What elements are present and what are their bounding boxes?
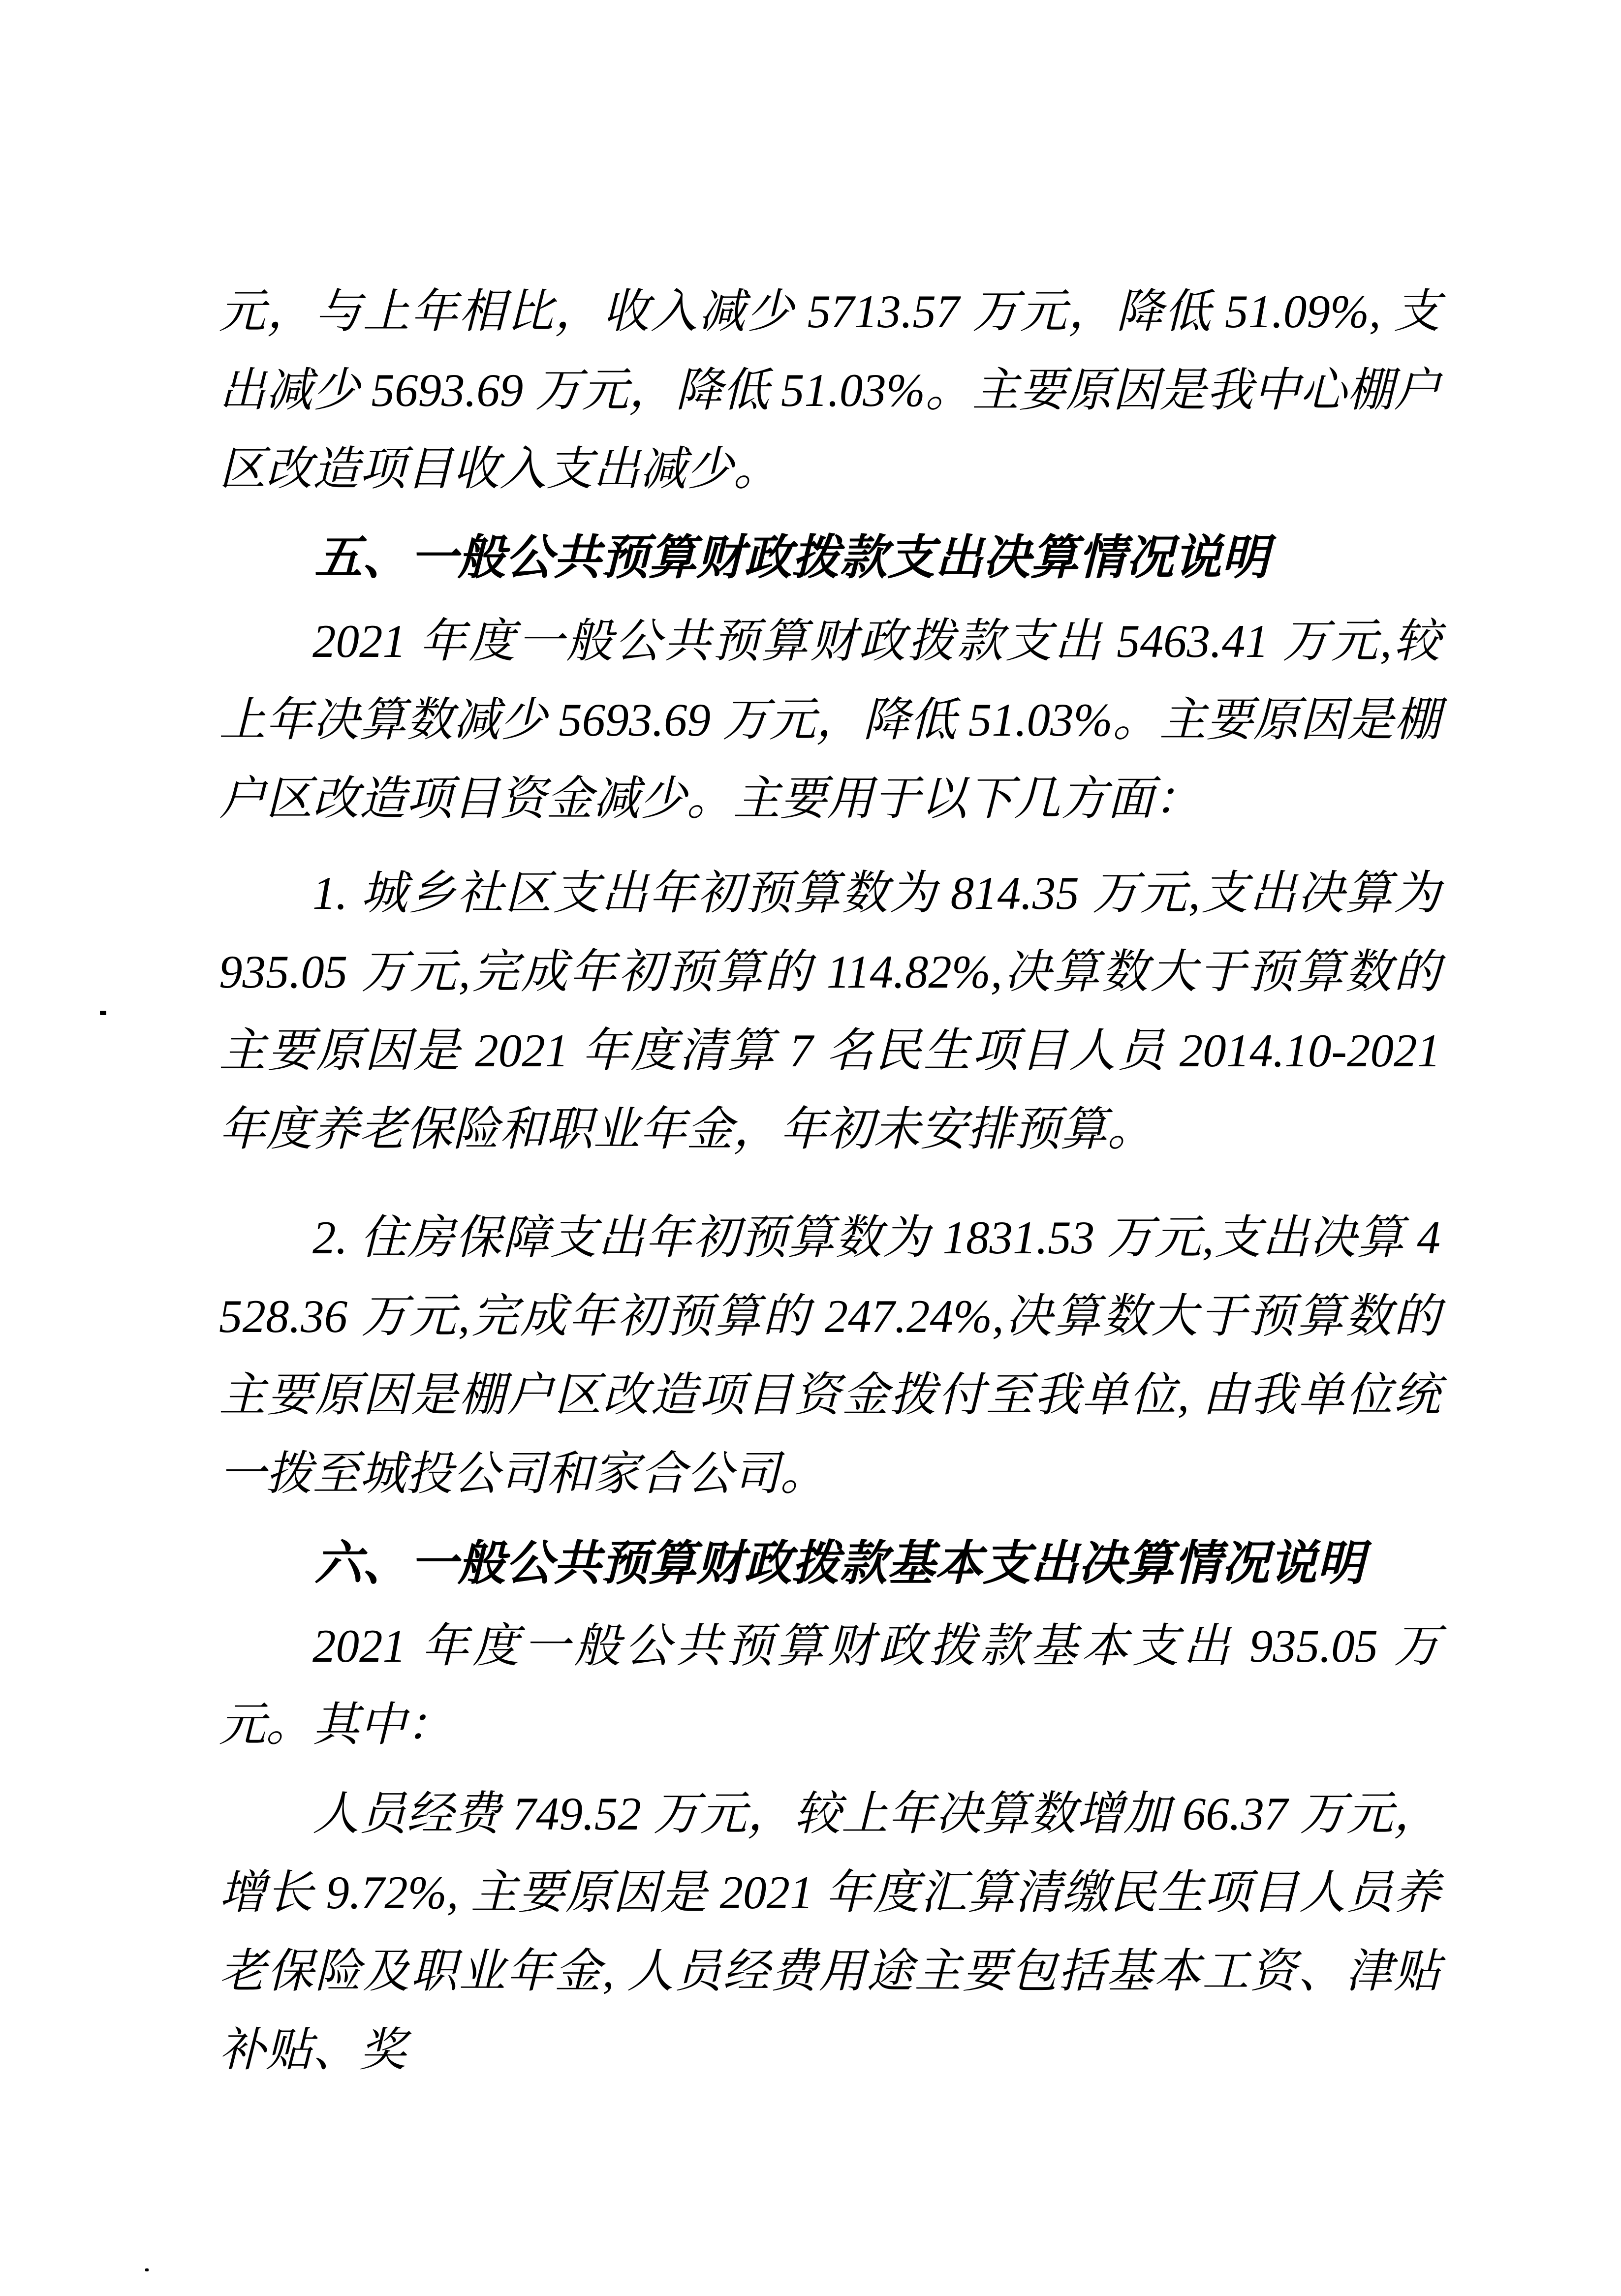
ink-speck: [145, 2268, 149, 2271]
document-text-block: [219, 272, 1440, 2089]
paragraph-section5-intro: 2021 年度一般公共预算财政拨款支出 5463.41 万元,较上年决算数减少 5693.69 万元，降低 51.03%。主要原因是棚户区改造项目资金减少。主要用于以下几方面：: [219, 615, 1440, 825]
paragraph-item-1-urban-rural-community: 1. 城乡社区支出年初预算数为 814.35 万元,支出决算为 935.05 万元,完成年初预算的 114.82%,决算数大于预算数的主要原因是 2021 年度清算 7 名民生项目人员 2014.10-2021 年度养老保险和职业年金，年初未安排预算。: [219, 867, 1440, 1155]
section-heading-6: 六、一般公共预算财政拨款基本支出决算情况说明: [314, 1536, 1365, 1590]
paragraph-item-2-housing-security: 2. 住房保障支出年初预算数为 1831.53 万元,支出决算 4528.36 万元,完成年初预算的 247.24%,决算数大于预算数的主要原因是棚户区改造项目资金拨付至我单位, 由我单位统一拨至城投公司和家合公司。: [219, 1211, 1440, 1500]
paragraph-section6-intro: 2021 年度一般公共预算财政拨款基本支出 935.05 万元。其中：: [219, 1620, 1440, 1751]
paragraph-personnel-expense: 人员经费 749.52 万元，较上年决算数增加 66.37 万元，增长 9.72%, 主要原因是 2021 年度汇算清缴民生项目人员养老保险及职业年金, 人员经费用途主要包括基本工资、津贴补贴、奖: [219, 1788, 1440, 2076]
ink-speck: [100, 1011, 106, 1015]
paragraph-overflow-from-previous-page: 元，与上年相比，收入减少 5713.57 万元，降低 51.09%, 支出减少 5693.69 万元，降低 51.03%。主要原因是我中心棚户区改造项目收入支出减少。: [219, 285, 1440, 495]
section-heading-5: 五、一般公共预算财政拨款支出决算情况说明: [314, 530, 1269, 584]
